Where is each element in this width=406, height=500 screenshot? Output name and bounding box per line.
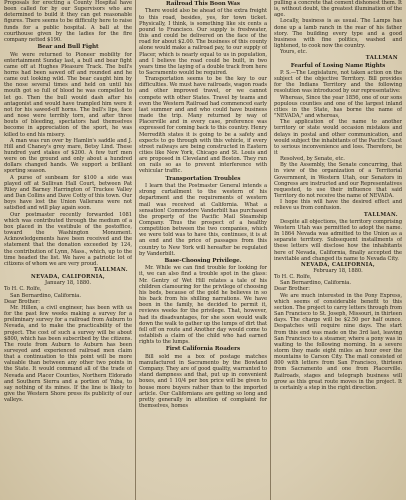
article-paragraph: We are much interested in the Pony Express, which seems of considerable benefit to this section. The project to carry letters through from San Francisco to St. Joseph, Missouri, in thirteen days. The charge will be $2.50 per half ounce. Despatches will require nine days. The start from this end was made on the 3rd last, leaving San Francisco to a steamer, where a pony was in waiting to the following morning. In a severe storm they made eight miles an hour over the mountains to Carson City. The mail consisted of 800 with letters from San Francisco, thirteen from Sacramento and one from Placerville. Railroads, stages and telegraph business will grow as this great route moves in the project. It is certainly a step in the right direction.: [274, 292, 402, 391]
salutation: Dear Brother:: [274, 286, 310, 293]
article-paragraph: Proposals for erecting a County Hospital have been called for by our Supervisors who are determined to build it they can get reasonable figures. There seems to be difficulty here to raise funds for a public hospital. A ball at the courthouse given by the ladies for the fire company netted $190.: [4, 0, 132, 43]
article-paragraph: A purse of sunbeam for $100 a side was played off at Sullivan Hall Court, between Pat Riley and Barney Harrington of Truckee Valley and Dan Collins and Dave Cotty of this town. Our boys have lost the Union Vallerans were not satisfied and will play again soon.: [4, 174, 132, 212]
date-line: February 18, 1880.: [313, 267, 363, 274]
address-line: San Bernardino, California.: [280, 280, 351, 287]
article-paragraph: Our postmaster recently forwarded 1081 which was contributed through the medium of a box placed in the vestibule of the postoffice, toward the Washington Monument. Acknowledgements have been received and the statement that the donation exceeded by 124, the contribution of Lynn, Mass., which, up to the time headed the list. We have a patriotic lot of citizens of whom we are very proud.: [4, 211, 132, 267]
article-paragraph: Transportation seems to be the key to our difficulties. We must have railroads, wagon roads and other improved travel, or we cannot compete with other States. Travel by teams and even the Western Railroad had commenced early last summer and and who could have business made the trip. Many returned by way of Placerville and in every case, preference was expressed for coming back to this country. Henry Merredith states it is going to be a safety and expects to go through with this vehicle, if every street railways are being constructed in Eastern cities like New York, Chicago and St. Louis and are proposed in Cleveland and Boston. They run on rails so as to prevent interference with vehicular traffic.: [139, 76, 267, 175]
signature: TALLMAN.: [363, 211, 398, 218]
date-line: January 18, 1880.: [45, 280, 91, 287]
article-paragraph: Locally, business is as usual. The Lamps has done up a lamb ranch in the rear of his father story. The building every type and a good business with fine politics, washed and lightened, to cook now the country.: [274, 18, 402, 50]
article-paragraph: We were returned to Pioneer mobility for entertainment Sunday last, a bull and bear fight came off at Hughes Pleasure Track. The bull's horns had been sawed off and rounded and he came out looking wild. The bear caught him by the nose several times and held on until his mouth got so full of blood he was compelled to let go. Then the bull would dash after his antagonist and would have trampled him were it not for his sawed-off horns. The bull's lips, face and nose were terribly torn, and after three bouts of bleeding, spectators had themselves become in appreciation of the sport, he was killed to end his misery.: [4, 51, 132, 138]
column-left: [4, 0, 132, 500]
column-rule: [135, 0, 136, 500]
article-paragraph: Resolved, by Senate, etc.: [280, 156, 345, 163]
article-paragraph: Despite all objections, the territory comprising Western Utah was permitted to adopt the name. In 1864 Nevada was admitted to the Union as a separate territory. Subsequent installments of these letters will disclose how the inhabitants here of Nevada, California, finally accepted the inevitable and changed its name to Nevada City.: [274, 218, 402, 262]
article-paragraph: There would also be ahead of the extra freight to this road, besides, yes, for town ticket. Physically, I think, is something like six cents a pound to Francisco. Our supply is freshwater, this and could be delivered on the face of the road for about $2.00. The business of this county alone would make a railroad pay, to our supply of Placer, which is nearly equal to us in population, and I believe the road could be built, in two years time the laying of a double track from here to Sacramento would be required.: [139, 8, 267, 76]
dateline: NEVADA, CALIFORNIA,: [31, 274, 105, 281]
section-heading: Fearful of Losing Name Rights: [290, 62, 386, 69]
section-heading: Railroad This Boon Was: [166, 1, 240, 7]
column-rule: [270, 0, 271, 500]
article-paragraph: The application of the name to another territory or state would occasion mistakes and delays in postal and other communication, and would subject the inhabitants of the Pacific Coast to serious inconvenience and loss. Therefore, be it: [274, 119, 402, 156]
dateline: NEVADA, CALIFORNIA,: [301, 261, 375, 268]
address-line: San Bernardino, California.: [10, 292, 81, 299]
section-heading: Bear and Bull Fight: [37, 44, 99, 51]
article-paragraph: I learn that the Postmaster General intends a strong curtailment to the western of his department and the requirements of western mail was received at California. What a sensation! Commodore Vanderbilt has purchased the property of the Pacific Mail Steamship Company. Thus the prospect of a healthy competition between the two companies, which we were told was to have this, continues, it is at an end and the price of passages from this country to New York will hereafter be regulated by Vanderbilt.: [139, 183, 267, 257]
signature: TALLMAN: [365, 55, 398, 62]
salutation: To H. C. Rolfe,: [274, 274, 312, 281]
article-paragraph: pulling a concrete that cement dishonest them. It is, without doubt, the greatest illumination of the age.: [274, 0, 402, 19]
article-paragraph: Whereas, Since the year 1856, one of our sons populous counties and one of the largest inland cities in the State, has borne the name of "NEVADA," and whereas,: [274, 94, 402, 120]
salutation: To H. C. Rolfe,: [4, 286, 42, 293]
salutation: Dear Brother:: [4, 298, 40, 305]
article-paragraph: By the Assembly, the Senate concurring, that in view of the organization of a Territorial Government, in Western Utah, our Senators in Congress are instructed and our Representatives requested, to use their influence that said Territory do not receive the name of NEVADA.: [274, 162, 402, 200]
article-paragraph: Mr. While we can find trouble for looking for it, we can also find a trouble spot in the glass: Mr. Gentry of Wet Hill relates a tale of his children clamouring for the privilege of choosing his beds, because of the gold he believes in so his back from his shilling narrations. We have been in the family, he decided to permit it, reviews weeks for the privilege. That, however, had its disadvantages, for she soon would walk down the walk to gather up the lumps of dirt that fell off on route and Another day would come to establish a claim of the child who had earned rights to the lumps.: [139, 265, 267, 346]
article-paragraph: P. S.—The Legislature, not taken action on the subject of the objective Territory. Bill provides for the Indians Territory and the following resolution was introduced by our representative:: [274, 69, 402, 95]
article-paragraph: Yours, etc.: [280, 49, 308, 56]
signature: TALLMAN.: [93, 266, 128, 273]
article-paragraph: Bill sold me a box of postage matches manufactured in Sacramento by the Bowland Company. They are of good quality, warranted to stand dampness and that, put up in convenient boxes, and 1 10/4 per box price will be given to house more buyers rather than to the imported article. Our Californians are getting so long and pretty generally in attention of complaint for themselves, homes: [139, 353, 267, 409]
article-paragraph: A man was run over by Hamlin's saddle and J. Hill and Chaney's grey mare, Betsy Lind. These hundred yard stakes of $200. A few turf men were on the ground and only about a hundred dollars changed hands. We support a brilliant sporting season.: [4, 137, 132, 175]
section-heading: Transportation Troubles: [165, 175, 241, 182]
section-heading: First California Roaders: [165, 346, 241, 353]
section-heading: Base-Choosing Privilege.: [164, 257, 242, 264]
article-paragraph: Mr. Hillen, a civil engineer, has been with us for the past few weeks making a survey for a preliminary survey for a railroad from Auburn to Nevada, and to make the practicability of the project. The cost of such a survey will be about $800, which has been subscribed by the citizens. The route from Auburn to Auburn has been surveyed and experienced railroad men claim that a continuation to this point will be more valuable than between any other two points in the State. It would command all of the trade of Nevada and Placer Counties, Northern Eldorado and Southern Sierra and a portion of Yuba, to say nothing of its mines. If the line is likely to give the Western Shore press its publicity of our valleys.: [4, 304, 132, 404]
article-paragraph: I hope this will have the desired effect and relieve us from confusion.: [274, 199, 402, 212]
column-middle: [139, 0, 267, 500]
column-right: [274, 0, 402, 500]
